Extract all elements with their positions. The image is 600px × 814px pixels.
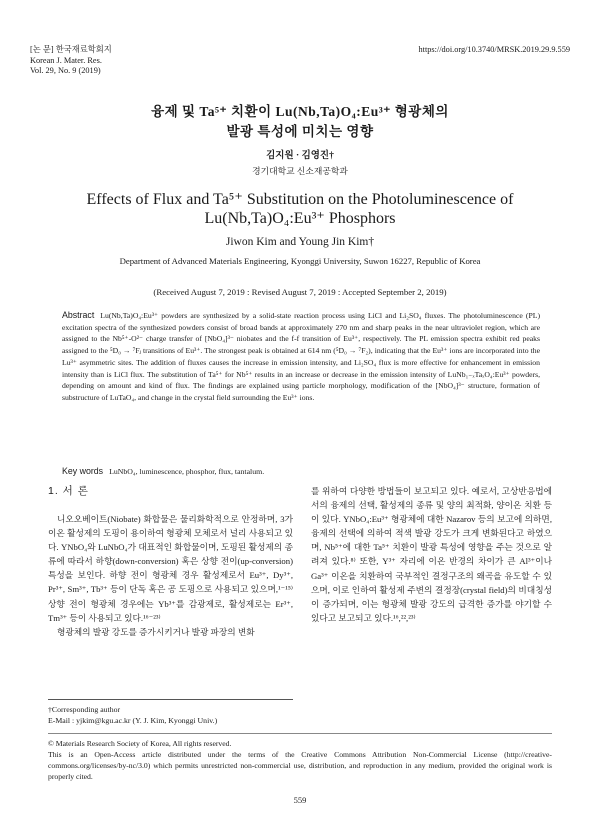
abstract (62, 310, 540, 404)
copyright-line: © Materials Research Society of Korea, All rights reserved. (48, 739, 232, 748)
doi-link[interactable]: https://doi.org/10.3740/MRSK.2019.29.9.559 (418, 45, 570, 54)
journal-name-korean: [논 문] 한국재료학회지 (30, 45, 112, 54)
section-heading-introduction: 1. 서 론 (48, 485, 89, 497)
body-paragraph: 를 위하여 다양한 방법들이 보고되고 있다. 예로서, 고상반응법에서의 융제의 선택, 활성제의 종류 및 양의 최적화, 양이온 치환 등이 있다. YNbO₄:Eu³⁺ 형광체에 대한 Nazarov 등의 보고에 의하면, 융제의 선택에 의하여 적색 발광 강도가 크게 변화된다고 하였으며, Nb⁵⁺에 대한 Ta⁵⁺ 치환이 발광 특성에 영향을 주는 것으로 알려져 있다.⁸⁾ 또한, Y³⁺ 자리에 이온 반경의 차이가 큰 Al³⁺이나 Ga³⁺ 이온을 치환하여 국부적인 결정구조의 왜곡을 유도할 수 있으며, 이로 인하여 활성제 주변의 결정장(crystal field)의 비대칭성이 증가되며, 이는 형광체 발광 강도의 급격한 증가를 야기할 수 있다고 보고되고 있다.¹⁶,²²,²³⁾ (311, 486, 552, 623)
korean-authors: 김지원 · 김영진† (266, 151, 334, 161)
keywords-text: LuNbO₄, luminescence, phosphor, flux, tantalum. (109, 467, 265, 476)
page-number: 559 (293, 795, 307, 805)
license-text: This is an Open-Access article distributed under the terms of the Creative Commons Attribution Non-Commercial License (http://creative-commons.org/licenses/by-nc/3.0) which permits unrestricted non-commercial use, distribution, and reproduction in any medium, provided the original work is properly cited. (48, 750, 552, 781)
korean-affiliation: 경기대학교 신소재공학과 (252, 166, 348, 176)
journal-info (30, 45, 112, 77)
abstract-label: Abstract (62, 310, 95, 320)
english-title-line1: Effects of Flux and Ta⁵⁺ Substitution on the Photoluminescence of (86, 191, 514, 208)
keywords (62, 466, 264, 476)
abstract-text: Lu(Nb,Ta)O₄:Eu³⁺ powders are synthesized by a solid-state reaction process using LiCl and Li₂SO₄ fluxes. The photoluminescence (PL) excitation spectra of the synthesized powders consist of broad bands at approximately 270 nm and sharp peaks in the near ultraviolet region, which are assigned to the Nb⁵⁺-O²⁻ charge transfer of [NbO₄]³⁻ niobates and the f-f transition of Eu³⁺, respectively. The PL emission spectra exhibit red peaks assigned to the ⁵D₀ → ⁷Fⱼ transitions of Eu³⁺. The strongest peak is obtained at 614 nm (⁵D₀ → ⁷F₂), indicating that the Eu³⁺ ions are incorporated into the Lu³⁺ asymmetric sites. The addition of fluxes causes the increase in emission intensity, and Li₂SO₄ flux is more effective for enhancement in emission intensity than is LiCl flux. The substitution of Ta⁵⁺ for Nb⁵⁺ results in an increase or decrease in the emission intensity of LuNb₁₋ₓTaₓO₄:Eu³⁺ powders, depending on amount and kind of flux. The findings are explained using particle morphology, modification of the [NbO₄]³⁻ structure, formation of substructure of LuTaO₄, and change in the crystal field surrounding the Eu³⁺ ions. (62, 311, 540, 402)
body-paragraph: 형광체의 발광 강도를 증가시키거나 발광 파장의 변화 (57, 626, 255, 637)
english-authors: Jiwon Kim and Young Jin Kim† (225, 236, 375, 248)
corresponding-author-note: †Corresponding author (48, 705, 121, 714)
journal-volume: Vol. 29, No. 9 (2019) (30, 66, 101, 75)
footnote (48, 705, 217, 726)
keywords-label: Key words (62, 466, 104, 476)
body-left-column (48, 512, 293, 639)
korean-title-line2: 발광 특성에 미치는 영향 (226, 124, 374, 139)
korean-title-line1: 융제 및 Ta⁵⁺ 치환이 Lu(Nb,Ta)O₄:Eu³⁺ 형광체의 (151, 104, 449, 119)
english-title-line2: Lu(Nb,Ta)O₄:Eu³⁺ Phosphors (204, 210, 396, 227)
corresponding-author-email: E-Mail : yjkim@kgu.ac.kr (Y. J. Kim, Kyonggi Univ.) (48, 715, 218, 725)
received-dates: (Received August 7, 2019 : Revised August 7, 2019 : Accepted September 2, 2019) (153, 287, 447, 297)
footnote-divider (48, 699, 293, 700)
english-affiliation: Department of Advanced Materials Engineering, Kyonggi University, Suwon 16227, Republic of Korea (119, 256, 481, 266)
license (48, 738, 552, 782)
body-right-column (311, 484, 552, 625)
body-paragraph: 니오오베이트(Niobate) 화합물은 물리화학적으로 안정하며, 3가 이온 활성제의 도핑이 용이하여 형광체 모체로서 널리 사용되고 있다. YNbO₄와 LuNbO₄가 대표적인 화합물이며, 도핑된 활성제의 종류에 따라서 하향(down-conversion) 혹은 상향 전이(up-conversion) 특성을 보인다. 하향 전이 형광체 경우 활성제로서 Eu³⁺, Dy³⁺, Pr³⁺, Sm³⁺, Tb³⁺ 등이 단독 혹은 공 도핑으로 사용되고 있으며,¹⁻¹⁵⁾ 상향 전이 형광체 경우에는 Yb³⁺를 감광제로, 활성제로는 Er³⁺, Tm³⁺ 등이 사용되고 있다.¹⁶⁻²³⁾ (48, 514, 293, 623)
journal-name-english: Korean J. Mater. Res. (30, 55, 102, 65)
license-divider (48, 733, 552, 734)
